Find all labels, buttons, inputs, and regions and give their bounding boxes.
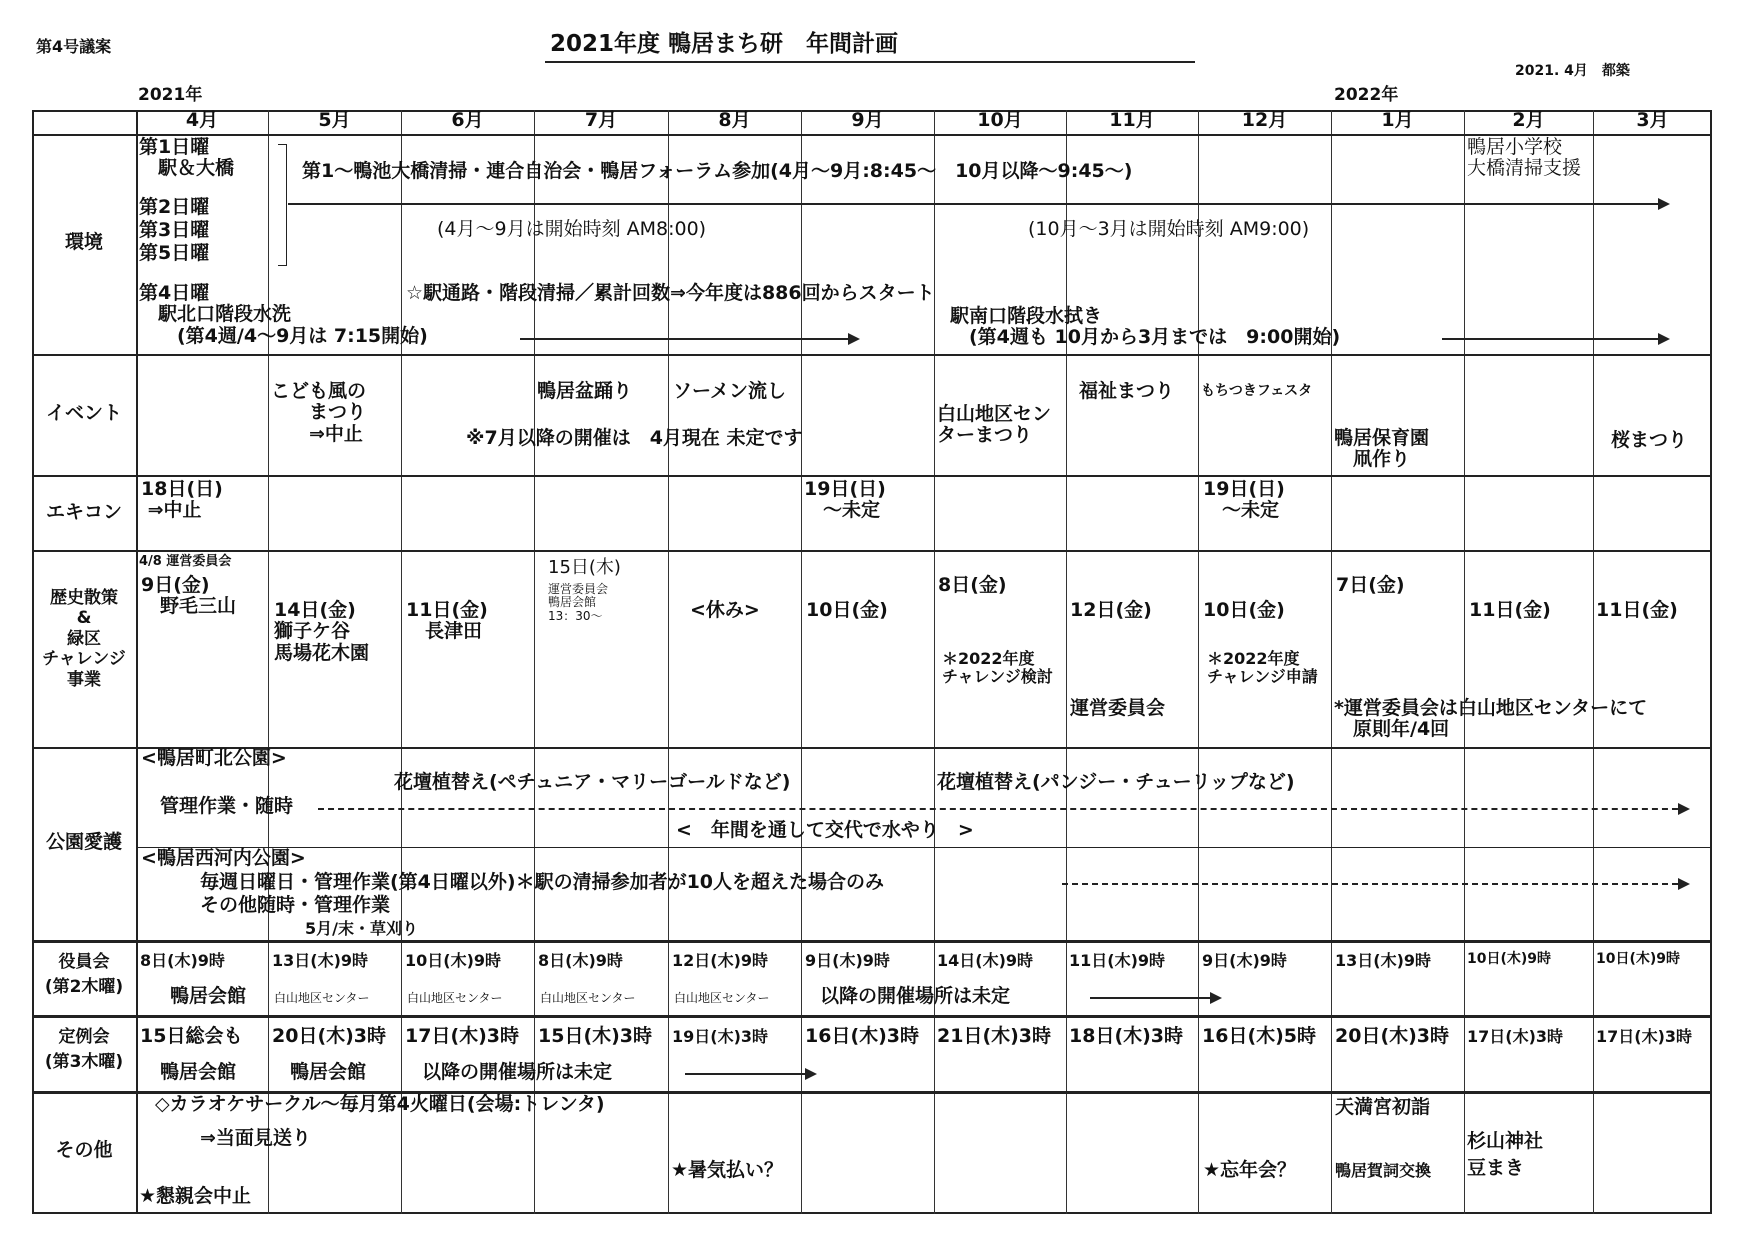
koen-other: その他随時・管理作業 bbox=[200, 894, 391, 916]
koen-manage: 管理作業・随時 bbox=[160, 795, 294, 817]
arrow-icon bbox=[1442, 338, 1668, 340]
event-bon: 鴨居盆踊り bbox=[537, 380, 633, 402]
yakuin-date: 9日(木)9時 bbox=[805, 951, 890, 970]
event-somen: ソーメン流し bbox=[673, 380, 787, 402]
teirei-date: 19日(木)3時 bbox=[672, 1027, 769, 1046]
kankyo-station: ☆駅通路・階段清掃／累計回数⇒今年度は886回からスタート bbox=[406, 282, 935, 304]
year-2021-label: 2021年 bbox=[138, 85, 203, 105]
yakuin-date: 14日(木)9時 bbox=[937, 951, 1034, 970]
rekishi-may: 14日(金) 獅子ケ谷 馬場花木園 bbox=[274, 599, 370, 664]
yakuin-later: 以降の開催場所は未定 bbox=[820, 985, 1011, 1007]
koen-west: <鴨居西河内公園> bbox=[141, 847, 306, 869]
koen-water: < 年間を通して交代で水やり > bbox=[676, 819, 974, 841]
col-divider bbox=[801, 110, 802, 1214]
date-author: 2021. 4月 都築 bbox=[1515, 63, 1630, 79]
ekicon-sep: 19日(日) ～未定 bbox=[804, 478, 886, 522]
teirei-may-place: 鴨居会館 bbox=[290, 1061, 367, 1083]
koen-flower1: 花壇植替え(ペチュニア・マリーゴールドなど) bbox=[394, 771, 791, 793]
yakuin-date: 10日(木)9時 bbox=[1467, 951, 1552, 967]
bracket-icon bbox=[278, 144, 287, 266]
row-label-rekishi: 歴史散策 & 緑区 チャレンジ 事業 bbox=[42, 588, 126, 690]
rekishi-jan: 7日(金) bbox=[1336, 574, 1405, 596]
kankyo-sun4: 第4日曜 駅北口階段水洗 (第4週/4～9月は 7:15開始) bbox=[139, 282, 428, 347]
row-divider bbox=[32, 475, 1712, 477]
yakuin-place: 白山地区センター bbox=[540, 991, 636, 1005]
teirei-date: 16日(木)3時 bbox=[805, 1025, 920, 1047]
col-divider bbox=[1198, 110, 1199, 1214]
rekishi-jun: 11日(金) 長津田 bbox=[406, 599, 488, 643]
yakuin-date: 11日(木)9時 bbox=[1069, 951, 1166, 970]
teirei-date: 17日(木)3時 bbox=[1596, 1027, 1693, 1046]
proposal-number: 第4号議案 bbox=[36, 37, 112, 56]
kankyo-start-oct: (10月～3月は開始時刻 AM9:00) bbox=[1028, 218, 1310, 240]
kankyo-start-apr: (4月～9月は開始時刻 AM8:00) bbox=[437, 218, 707, 240]
ekicon-dec: 19日(日) ～未定 bbox=[1203, 478, 1285, 522]
yakuin-place: 白山地区センター bbox=[274, 991, 370, 1005]
rekishi-sep: 10日(金) bbox=[806, 599, 888, 621]
event-kodomo: こども風の まつり ⇒中止 bbox=[271, 380, 367, 445]
sonota-karaoke: ◇カラオケサークル～毎月第4火曜日(会場:トレンタ) bbox=[155, 1093, 605, 1115]
sonota-sugiyama: 杉山神社 豆まき bbox=[1467, 1130, 1544, 1179]
teirei-date: 16日(木)5時 bbox=[1202, 1025, 1317, 1047]
yakuin-date: 8日(木)9時 bbox=[140, 951, 225, 970]
month-header: 11月 bbox=[1109, 109, 1155, 131]
month-header: 6月 bbox=[451, 109, 484, 131]
col-divider bbox=[1066, 110, 1067, 1214]
sonota-bonen: ★忘年会？ bbox=[1203, 1159, 1297, 1181]
dashed-arrow-icon bbox=[1062, 883, 1688, 885]
koen-north: <鴨居町北公園> bbox=[141, 747, 287, 769]
yakuin-date: 13日(木)9時 bbox=[272, 951, 369, 970]
month-header: 4月 bbox=[185, 109, 219, 131]
title-underline bbox=[545, 61, 1195, 63]
arrow-icon bbox=[1090, 997, 1220, 999]
row-divider bbox=[32, 1015, 1712, 1018]
yakuin-date: 10日(木)9時 bbox=[1596, 951, 1681, 967]
month-header: 9月 bbox=[851, 109, 884, 131]
kankyo-south: 駅南口階段水拭き (第4週も 10月から3月までは 9:00開始) bbox=[950, 305, 1341, 349]
event-hoikuen: 鴨居保育園 凧作り bbox=[1334, 427, 1430, 471]
col-divider bbox=[268, 110, 269, 1214]
label-col-divider bbox=[136, 110, 138, 1214]
sonota-shoki: ★暑気払い？ bbox=[671, 1159, 784, 1181]
rekishi-mar: 11日(金) bbox=[1596, 599, 1678, 621]
yakuin-date: 8日(木)9時 bbox=[538, 951, 623, 970]
col-divider bbox=[401, 110, 402, 1214]
yakuin-date: 10日(木)9時 bbox=[405, 951, 502, 970]
event-sakura: 桜まつり bbox=[1611, 429, 1688, 451]
teirei-date: 20日(木)3時 bbox=[1335, 1025, 1450, 1047]
rekishi-dec-note: ＊2022年度 チャレンジ申請 bbox=[1207, 649, 1318, 686]
col-divider bbox=[1331, 110, 1332, 1214]
month-header: 5月 bbox=[318, 109, 351, 131]
dashed-arrow-icon bbox=[318, 808, 1688, 810]
rekishi-oct-note: ＊2022年度 チャレンジ検討 bbox=[942, 649, 1053, 686]
month-header: 2月 bbox=[1512, 109, 1545, 131]
row-divider bbox=[32, 134, 1712, 136]
teirei-later: 以降の開催場所は未定 bbox=[422, 1061, 613, 1083]
arrow-icon bbox=[685, 1073, 815, 1075]
ekicon-apr: 18日(日) ⇒中止 bbox=[141, 478, 223, 522]
row-label-kankyo: 環境 bbox=[64, 231, 103, 253]
yakuin-date: 13日(木)9時 bbox=[1335, 951, 1432, 970]
event-note: ※7月以降の開催は 4月現在 未定です bbox=[466, 427, 803, 449]
rekishi-feb: 11日(金) bbox=[1469, 599, 1551, 621]
rekishi-apr-meeting: 4/8 運営委員会 bbox=[139, 554, 232, 569]
koen-flower2: 花壇植替え(パンジー・チューリップなど) bbox=[937, 771, 1295, 793]
yakuin-date: 9日(木)9時 bbox=[1202, 951, 1287, 970]
sonota-gashi: 鴨居賀詞交換 bbox=[1335, 1161, 1432, 1180]
row-divider bbox=[32, 940, 1712, 943]
teirei-date: 18日(木)3時 bbox=[1069, 1025, 1184, 1047]
kankyo-sun235: 第2日曜 第3日曜 第5日曜 bbox=[139, 196, 210, 264]
col-divider bbox=[934, 110, 935, 1214]
month-header: 10月 bbox=[977, 109, 1023, 131]
teirei-date: 15日(木)3時 bbox=[538, 1025, 653, 1047]
month-header: 12月 bbox=[1241, 109, 1288, 131]
col-divider bbox=[668, 110, 669, 1214]
rekishi-apr: 9日(金) 野毛三山 bbox=[141, 574, 237, 618]
teirei-date: 20日(木)3時 bbox=[272, 1025, 387, 1047]
kankyo-main: 第1～鴨池大橋清掃・連合自治会・鴨居フォーラム参加(4月～9月:8:45～ 10月以降～9:45～) bbox=[302, 160, 1133, 182]
sonota-karaoke2: ⇒当面見送り bbox=[200, 1127, 311, 1149]
yakuin-apr-place: 鴨居会館 bbox=[170, 985, 247, 1007]
row-label-yakuin: 役員会 (第2木曜) bbox=[44, 952, 124, 997]
rekishi-nov-note: 運営委員会 bbox=[1070, 697, 1166, 719]
event-fukushi: 福祉まつり bbox=[1079, 380, 1175, 402]
event-mochi: もちつきフェスタ bbox=[1201, 383, 1313, 399]
kankyo-school: 鴨居小学校 大橋清掃支援 bbox=[1467, 136, 1582, 180]
teirei-date: 15日総会も bbox=[140, 1025, 243, 1047]
row-divider bbox=[32, 354, 1712, 356]
col-divider bbox=[1593, 110, 1594, 1214]
yakuin-place: 白山地区センター bbox=[407, 991, 503, 1005]
rekishi-jul-date: 15日(木) bbox=[548, 557, 621, 578]
teirei-date: 17日(木)3時 bbox=[1467, 1027, 1564, 1046]
sub-row-divider bbox=[136, 847, 1712, 848]
row-label-event: イベント bbox=[45, 402, 122, 424]
year-2022-label: 2022年 bbox=[1334, 85, 1399, 105]
koen-mowing: 5月/末・草刈り bbox=[305, 919, 418, 938]
month-header: 7月 bbox=[584, 109, 618, 131]
row-label-sonota: その他 bbox=[55, 1139, 113, 1161]
arrow-icon bbox=[520, 338, 858, 340]
teirei-apr-place: 鴨居会館 bbox=[160, 1061, 237, 1083]
teirei-date: 17日(木)3時 bbox=[405, 1025, 520, 1047]
rekishi-dec: 10日(金) bbox=[1203, 599, 1285, 621]
rekishi-oct: 8日(金) bbox=[938, 574, 1007, 596]
rekishi-jan-note: *運営委員会は白山地区センターにて 原則年/4回 bbox=[1334, 697, 1648, 741]
row-label-teirei: 定例会 (第3木曜) bbox=[44, 1027, 124, 1072]
rekishi-aug: <休み> bbox=[690, 599, 760, 621]
row-label-ekicon: エキコン bbox=[45, 501, 122, 523]
kankyo-sun1: 第1日曜 駅＆大橋 bbox=[139, 136, 235, 180]
yakuin-place: 白山地区センター bbox=[674, 991, 770, 1005]
month-header: 1月 bbox=[1381, 109, 1414, 131]
yakuin-date: 12日(木)9時 bbox=[672, 951, 769, 970]
koen-weekly: 毎週日曜日・管理作業(第4日曜以外)＊駅の清掃参加者が10人を超えた場合のみ bbox=[200, 871, 885, 893]
sonota-tenmangu: 天満宮初詣 bbox=[1335, 1096, 1431, 1118]
sonota-konshin: ★懇親会中止 bbox=[139, 1185, 252, 1207]
col-divider bbox=[534, 110, 535, 1214]
row-divider bbox=[32, 550, 1712, 552]
teirei-date: 21日(木)3時 bbox=[937, 1025, 1052, 1047]
arrow-icon bbox=[288, 203, 1668, 205]
rekishi-jul-note: 運営委員会 鴨居会館 13：30～ bbox=[548, 582, 609, 623]
rekishi-nov: 12日(金) bbox=[1070, 599, 1152, 621]
page-title: 2021年度 鴨居まち研 年間計画 bbox=[550, 31, 899, 57]
event-hakusan: 白山地区セン ターまつり bbox=[937, 403, 1052, 447]
row-label-koen: 公園愛護 bbox=[45, 831, 122, 853]
month-header: 3月 bbox=[1636, 109, 1669, 131]
month-header: 8月 bbox=[718, 109, 751, 131]
col-divider bbox=[1464, 110, 1465, 1214]
